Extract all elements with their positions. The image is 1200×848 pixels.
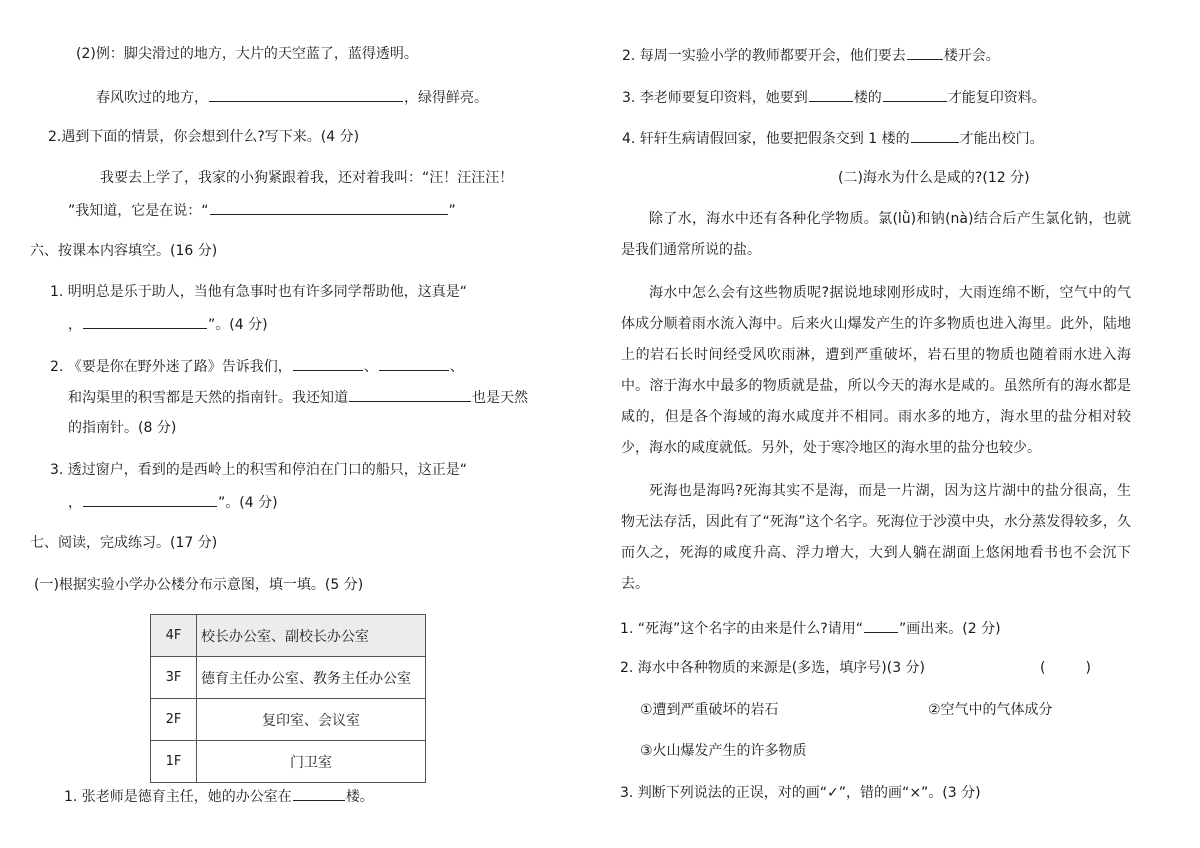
r-q4-suffix: 才能出校门。 <box>959 131 1044 147</box>
floor-rooms: 复印室、会议室 <box>197 699 426 741</box>
paren-right: ) <box>1085 660 1091 676</box>
answer-blank[interactable] <box>809 86 853 102</box>
s6-q2-mid: 和沟渠里的积雪都是天然的指南针。我还知道 <box>68 390 348 406</box>
reading-q1-suffix: ”画出来。(2 分) <box>899 621 1001 637</box>
s7-q1-prefix: 1. 张老师是德育主任，她的办公室在 <box>64 789 292 805</box>
check-mark-icon: ✓ <box>827 785 839 801</box>
section-6-title: 六、按课本内容填空。(16 分) <box>30 243 218 259</box>
r-q4 <box>622 127 1044 149</box>
paren-left: ( <box>1040 660 1046 676</box>
left-column <box>0 0 590 848</box>
separator: 、 <box>449 359 464 375</box>
cross-mark-icon: × <box>909 785 922 801</box>
question-situation: 2.遇到下面的情景，你会想到什么?写下来。(4 分) <box>48 129 360 145</box>
r-q3-mid: 楼的 <box>853 90 882 106</box>
option-2: ②空气中的气体成分 <box>928 702 1053 718</box>
q2-fill-line <box>96 86 488 108</box>
answer-blank[interactable] <box>349 386 471 402</box>
separator: 、 <box>363 359 378 375</box>
q2-fill-suffix: ，绿得鲜亮。 <box>404 90 488 106</box>
floor-label: 1F <box>151 741 197 783</box>
s7-part1-title: (一)根据实验小学办公楼分布示意图，填一填。(5 分) <box>34 577 364 593</box>
wavy-line-sample <box>864 617 898 633</box>
floor-rooms: 校长办公室、副校长办公室 <box>197 615 426 657</box>
s6-q1-suffix: ”。(4 分) <box>208 317 268 333</box>
s6-q3-line1: 3. 透过窗户，看到的是西岭上的积雪和停泊在门口的船只，这正是“ <box>50 462 468 478</box>
answer-blank[interactable] <box>293 785 345 801</box>
situation-text-2 <box>68 199 456 221</box>
floor-rooms: 门卫室 <box>197 741 426 783</box>
r-q2 <box>622 44 1000 66</box>
floor-label: 2F <box>151 699 197 741</box>
reading-q3-part-b: ”，错的画“ <box>838 785 910 801</box>
answer-parentheses[interactable] <box>1040 658 1091 678</box>
answer-blank[interactable] <box>907 44 943 60</box>
table-row <box>151 699 426 741</box>
s6-q1-prefix: ， <box>68 317 82 333</box>
passage-paragraph-2: 海水中怎么会有这些物质呢?据说地球刚形成时，大雨连绵不断，空气中的气体成分顺着雨水流入海中。后来火山爆发产生的许多物质也进入海里。此外，陆地上的岩石长时间经受风吹雨淋，遭到严重破坏，岩石里的物质也随着雨水进入海中。溶于海水中最多的物质就是盐，所以今天的海水是咸的。虽然所有的海水都是咸的，但是各个海域的海水咸度并不相同。雨水多的地方，海水里的盐分相对较少，海水的咸度就低。另外，处于寒冷地区的海水里的盐分也较少。 <box>621 285 1131 456</box>
situation-text-1: 我要去上学了，我家的小狗紧跟着我，还对着我叫：“汪！汪汪汪！ <box>100 170 514 186</box>
table-row <box>151 741 426 783</box>
answer-blank[interactable] <box>83 491 217 507</box>
reading-q2: 2. 海水中各种物质的来源是(多选，填序号)(3 分) <box>620 660 926 676</box>
s6-q2-line1 <box>50 355 464 377</box>
floor-label: 4F <box>151 615 197 657</box>
r-q2-suffix: 楼开会。 <box>943 48 1000 64</box>
s6-q2-line3: 的指南针。(8 分) <box>68 420 177 436</box>
q2-example: (2)例：脚尖滑过的地方，大片的天空蓝了，蓝得透明。 <box>76 46 418 62</box>
s6-q3-line2 <box>68 491 278 513</box>
table-row <box>151 657 426 699</box>
r-q3-suffix: 才能复印资料。 <box>947 90 1046 106</box>
s7-q1-suffix: 楼。 <box>345 789 374 805</box>
reading-q1 <box>620 617 1001 639</box>
passage-paragraph-3: 死海也是海吗?死海其实不是海，而是一片湖，因为这片湖中的盐分很高，生物无法存活，因此有了“死海”这个名字。死海位于沙漠中央，水分蒸发得较多，久而久之，死海的咸度升高、浮力增大，大到人躺在湖面上悠闲地看书也不会沉下去。 <box>621 483 1131 592</box>
s7-q1 <box>64 785 374 807</box>
option-3: ③火山爆发产生的许多物质 <box>640 743 807 759</box>
r-q2-prefix: 2. 每周一实验小学的教师都要开会，他们要去 <box>622 48 906 64</box>
reading-q3-part-c: ”。(3 分) <box>921 785 981 801</box>
s6-q1-line1: 1. 明明总是乐于助人，当他有急事时也有许多同学帮助他，这真是“ <box>50 284 468 300</box>
passage-paragraph-1: 除了水，海水中还有各种化学物质。氯(lǜ)和钠(nà)结合后产生氯化钠，也就是我们通常所说的盐。 <box>621 211 1131 258</box>
section-7-title: 七、阅读，完成练习。(17 分) <box>30 535 218 551</box>
answer-blank[interactable] <box>83 313 207 329</box>
situation-prefix: ”我知道，它是在说：“ <box>68 203 209 219</box>
s6-q3-suffix: ”。(4 分) <box>218 495 278 511</box>
office-floor-table <box>150 614 426 783</box>
answer-blank[interactable] <box>379 355 449 371</box>
s6-q2-tail: 也是天然 <box>472 390 528 406</box>
s6-q1-line2 <box>68 313 268 335</box>
table-row <box>151 615 426 657</box>
reading-q3 <box>620 783 981 803</box>
answer-blank[interactable] <box>210 199 448 215</box>
s6-q2-line2 <box>68 386 528 408</box>
option-1: ①遭到严重破坏的岩石 <box>640 702 779 718</box>
floor-rooms: 德育主任办公室、教务主任办公室 <box>197 657 426 699</box>
answer-blank[interactable] <box>209 86 403 102</box>
q2-fill-prefix: 春风吹过的地方， <box>96 90 208 106</box>
r-q3 <box>622 86 1046 108</box>
reading-q1-prefix: 1. “死海”这个名字的由来是什么?请用“ <box>620 621 863 637</box>
s6-q2-prefix: 2. 《要是你在野外迷了路》告诉我们， <box>50 359 292 375</box>
s6-q3-prefix: ， <box>68 495 82 511</box>
floor-label: 3F <box>151 657 197 699</box>
answer-blank[interactable] <box>293 355 363 371</box>
reading-q3-part-a: 3. 判断下列说法的正误，对的画“ <box>620 785 828 801</box>
answer-blank[interactable] <box>883 86 947 102</box>
part-2-title: (二)海水为什么是咸的?(12 分) <box>838 170 1030 186</box>
situation-suffix: ” <box>448 203 456 219</box>
r-q3-prefix: 3. 李老师要复印资料，她要到 <box>622 90 808 106</box>
answer-blank[interactable] <box>911 127 959 143</box>
r-q4-prefix: 4. 轩轩生病请假回家，他要把假条交到 1 楼的 <box>622 131 910 147</box>
